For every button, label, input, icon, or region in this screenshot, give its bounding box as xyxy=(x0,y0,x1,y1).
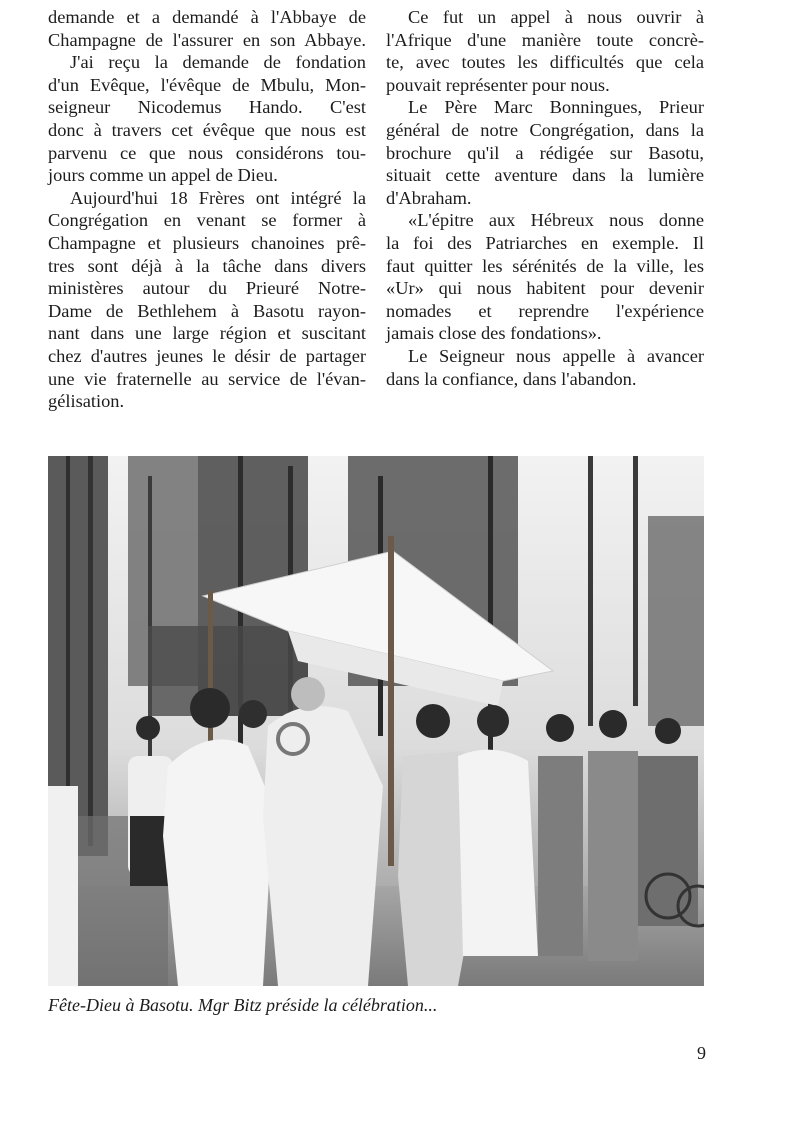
text-line: Dame de Bethlehem à Basotu rayon- xyxy=(48,300,366,321)
text-line: gélisation. xyxy=(48,391,125,412)
text-line: nomades et reprendre l'expérience xyxy=(386,300,704,321)
text-line: Champagne de l'assurer en son Abbaye. xyxy=(48,29,366,50)
text-line: Aujourd'hui 18 Frères ont intégré la xyxy=(70,187,366,208)
text-line: demande et a demandé à l'Abbaye de xyxy=(48,7,366,27)
right-text-column xyxy=(386,6,704,390)
text-line: parvenu ce que nous considérons tou- xyxy=(48,142,366,163)
text-line: brochure qu'il a rédigée sur Basotu, xyxy=(386,142,704,163)
text-line: Ce fut un appel à nous ouvrir à xyxy=(408,7,704,27)
text-line: J'ai reçu la demande de fondation xyxy=(70,52,366,73)
text-line: général de notre Congrégation, dans la xyxy=(386,119,704,140)
text-line: situait cette aventure dans la lumière xyxy=(386,165,704,186)
text-line: la foi des Patriarches en exemple. Il xyxy=(386,232,704,253)
text-line: l'Afrique d'une manière toute concrè- xyxy=(386,29,704,50)
text-line: tres sont déjà à la tâche dans divers xyxy=(48,255,366,276)
text-line: donc à travers cet évêque que nous est xyxy=(48,119,366,140)
text-line: «Ur» qui nous habitent pour devenir xyxy=(386,278,704,299)
text-line: faut quitter les sérénités de la ville, les xyxy=(386,255,704,276)
photo-caption: Fête-Dieu à Basotu. Mgr Bitz préside la célébration... xyxy=(48,995,438,1015)
text-line: «L'épitre aux Hébreux nous donne xyxy=(408,210,704,231)
text-line: d'un Evêque, l'évêque de Mbulu, Mon- xyxy=(48,74,366,95)
text-line: d'Abraham. xyxy=(386,187,472,208)
text-line: Congrégation en venant se former à xyxy=(48,210,366,231)
text-line: ministères autour du Prieuré Notre- xyxy=(48,278,366,299)
text-line: chez d'autres jeunes le désir de partager xyxy=(48,345,366,366)
text-line: dans la confiance, dans l'abandon. xyxy=(386,368,637,389)
page-number: 9 xyxy=(697,1043,706,1063)
text-line: seigneur Nicodemus Hando. C'est xyxy=(48,97,366,118)
text-line: une vie fraternelle au service de l'évan- xyxy=(48,368,366,389)
procession-photo xyxy=(48,456,704,986)
text-line: jamais close des fondations». xyxy=(386,323,602,344)
text-line: Le Père Marc Bonningues, Prieur xyxy=(408,97,704,118)
text-line: nant dans une large région et suscitant xyxy=(48,323,366,344)
text-line: te, avec toutes les difficultés que cela xyxy=(386,52,704,73)
text-line: Le Seigneur nous appelle à avancer xyxy=(408,345,704,366)
text-line: Champagne et plusieurs chanoines prê- xyxy=(48,232,366,253)
text-line: pouvait représenter pour nous. xyxy=(386,74,610,95)
text-line: jours comme un appel de Dieu. xyxy=(48,165,278,186)
left-text-column xyxy=(48,6,366,413)
